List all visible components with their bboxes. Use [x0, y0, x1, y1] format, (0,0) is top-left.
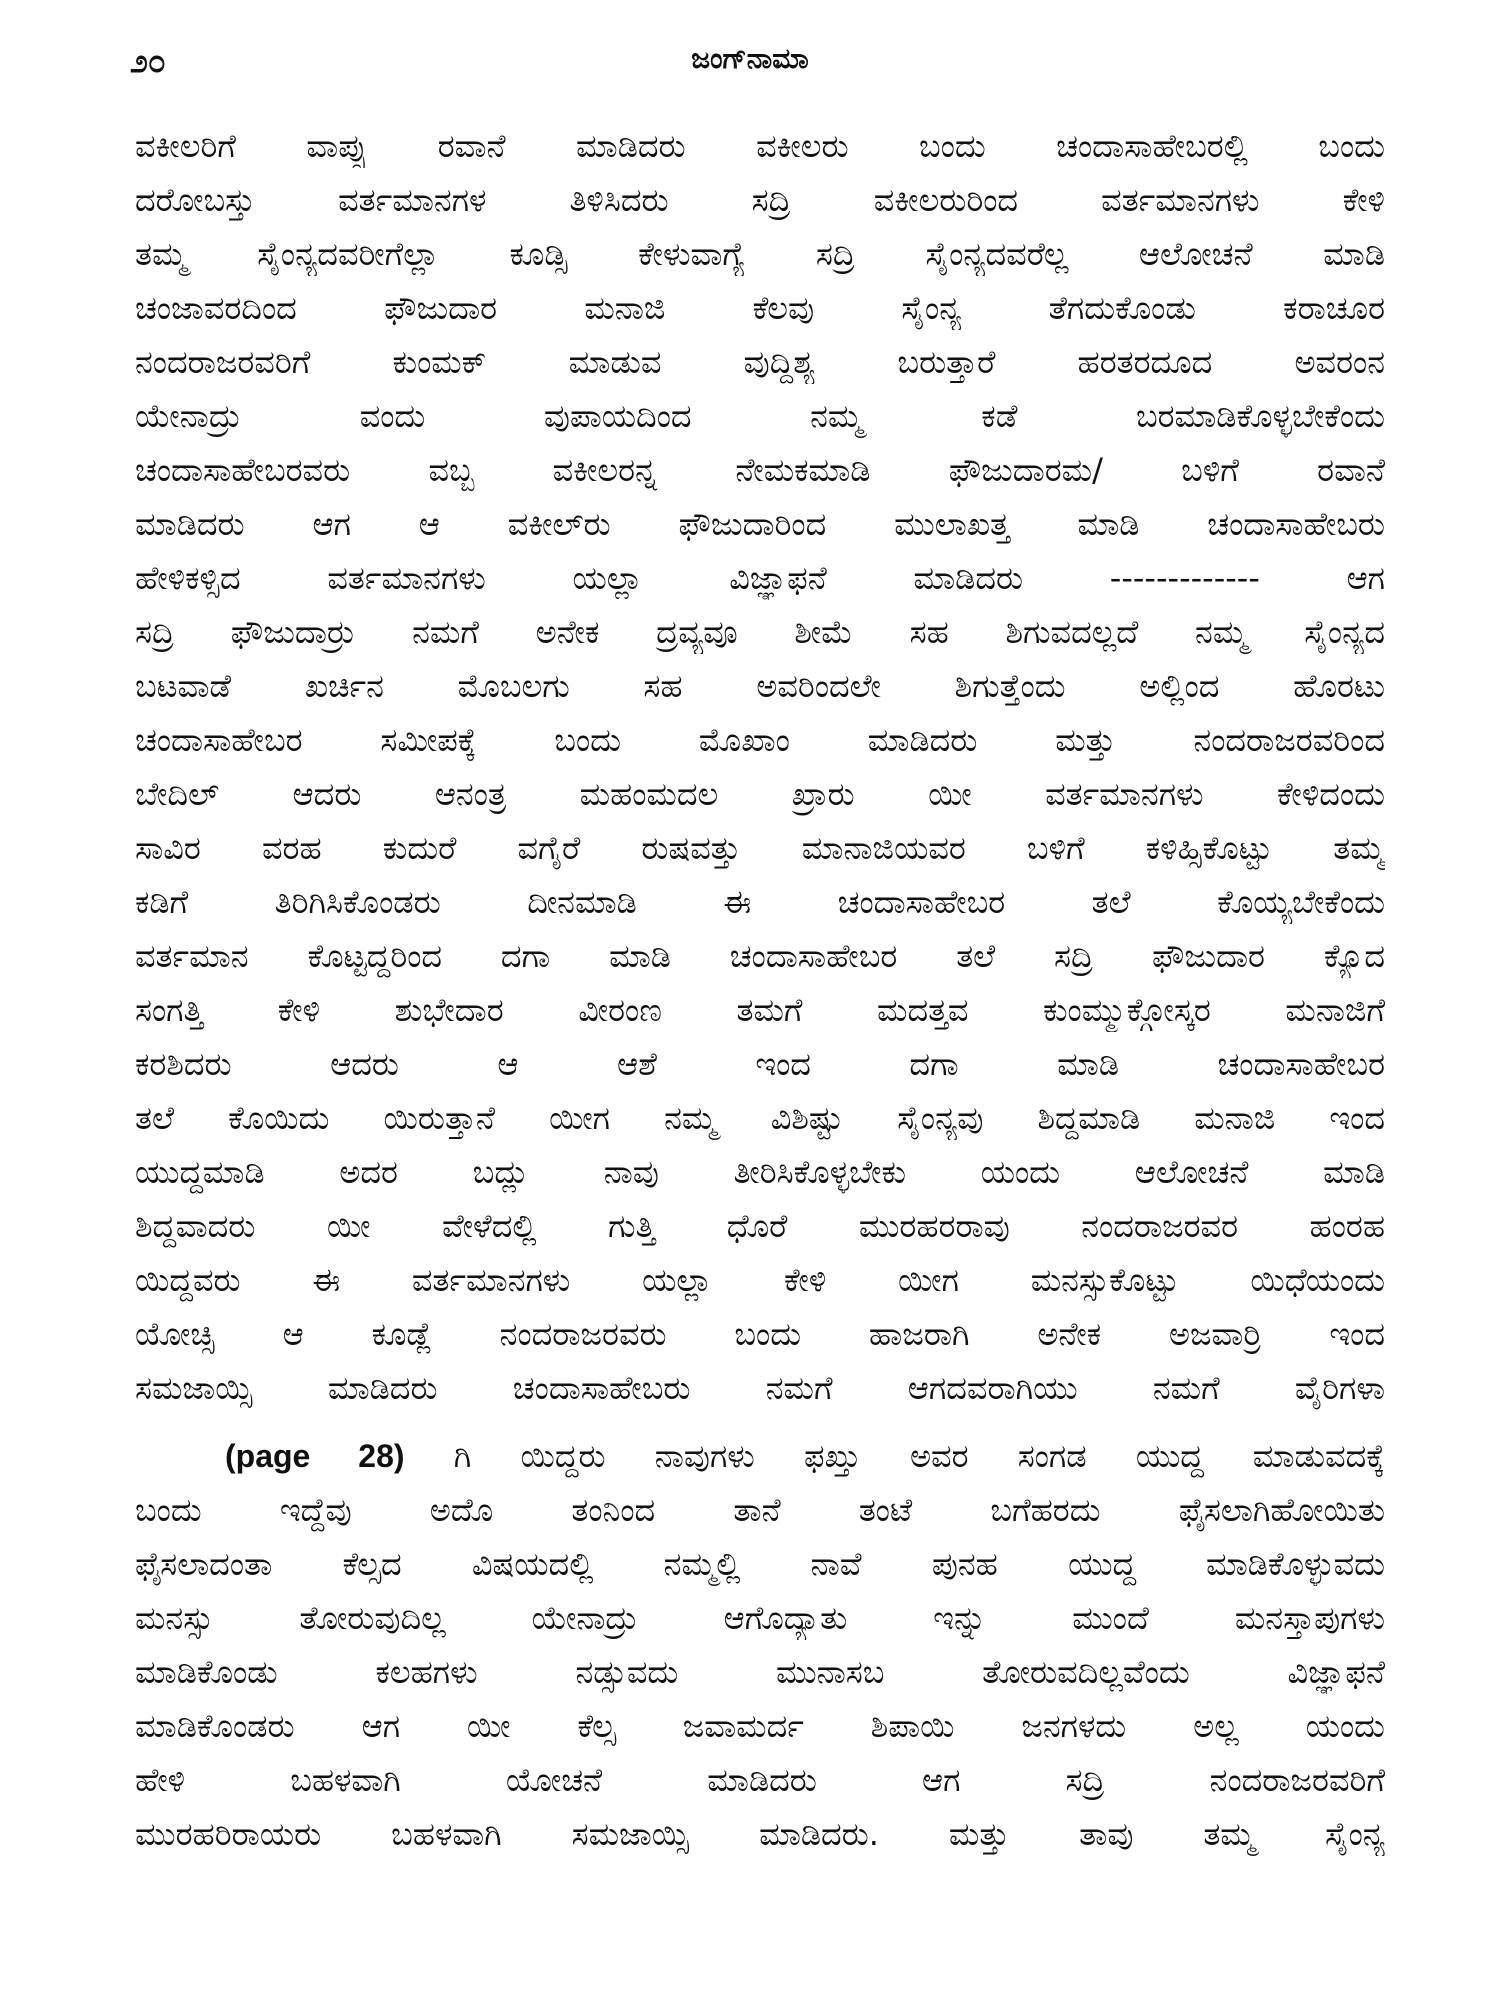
text-line: ಕರಶಿದರು ಆದರು ಆ ಆಶೆ ಇಂದ ದಗಾ ಮಾಡಿ ಚಂದಾಸಾಹೇಬರ: [135, 1045, 1385, 1083]
text-line: ತಮ್ಮ ಸೈಂನ್ಯದವರೀಗೆಲ್ಲಾ ಕೂಡ್ಸಿ ಕೇಳುವಾಗ್ಯೆ ಸದ್ರಿ ಸೈಂನ್ಯದವರೆಲ್ಲ ಆಲೋಚನೆ ಮಾಡಿ: [135, 235, 1385, 273]
text-line: ಮಾಡಿಕೊಂಡು ಕಲಹಗಳು ನಡ್ಸುವದು ಮುನಾಸಬ ತೋರುವದಿಲ್ಲವೆಂದು ವಿಜ್ಞಾಫನೆ: [135, 1653, 1385, 1691]
text-line: ಕಡಿಗೆ ತಿರಿಗಿಸಿಕೊಂಡರು ದೀನಮಾಡಿ ಈ ಚಂದಾಸಾಹೇಬರ ತಲೆ ಕೊಯ್ಯಬೇಕೆಂದು: [135, 883, 1385, 921]
text-line-continuation: ಗಿ ಯಿದ್ದರು ನಾವುಗಳು ಫಖ್ತು ಅವರ ಸಂಗಡ ಯುದ್ಧ ಮಾಡುವದಕ್ಕೆ: [453, 1437, 1385, 1475]
text-line: ಯೇನಾದ್ರು ವಂದು ವುಪಾಯದಿಂದ ನಮ್ಮ ಕಡೆ ಬರಮಾಡಿಕೊಳ್ಳಬೇಕೆಂದು: [135, 397, 1385, 435]
text-line: ಫೈಸಲಾದಂತಾ ಕೆಲ್ಸದ ವಿಷಯದಲ್ಲಿ ನಮ್ಮಲ್ಲಿ ನಾವೆ ಪುನಹ ಯುದ್ಧ ಮಾಡಿಕೊಳ್ಳುವದು: [135, 1545, 1385, 1583]
text-line: ಬಂದು ಇದ್ದೆವು ಅದೊ ತಂನಿಂದ ತಾನೆ ತಂಟೆ ಬಗೆಹರದು ಫೈಸಲಾಗಿಹೋಯಿತು: [135, 1491, 1385, 1529]
text-line: ದರೋಬಸ್ತು ವರ್ತಮಾನಗಳ ತಿಳಿಸಿದರು ಸದ್ರಿ ವಕೀಲರುರಿಂದ ವರ್ತಮಾನಗಳು ಕೇಳಿ: [135, 181, 1385, 219]
text-line: ಚಂದಾಸಾಹೇಬರ ಸಮೀಪಕ್ಕೆ ಬಂದು ಮೊಖಾಂ ಮಾಡಿದರು ಮತ್ತು ನಂದರಾಜರವರಿಂದ: [135, 721, 1385, 759]
text-line: ವಕೀಲರಿಗೆ ವಾಪ್ಸು ರವಾನೆ ಮಾಡಿದರು ವಕೀಲರು ಬಂದು ಚಂದಾಸಾಹೇಬರಲ್ಲಿ ಬಂದು: [135, 127, 1385, 165]
text-line: ಮನಸ್ಸು ತೋರುವುದಿಲ್ಲ ಯೇನಾದ್ರು ಆಗೊದ್ಯಾತು ಇನ್ನು ಮುಂದೆ ಮನಸ್ತಾಪುಗಳು: [135, 1599, 1385, 1637]
text-line-with-page-marker: [135, 1434, 1385, 1478]
text-line: ಶಿದ್ಧವಾದರು ಯೀ ವೇಳೆದಲ್ಲಿ ಗುತ್ತಿ ಧೊರೆ ಮುರಹರರಾವು ನಂದರಾಜರವರ ಹಂರಹ: [135, 1207, 1385, 1245]
text-line: ಚಂಜಾವರದಿಂದ ಫೌಜುದಾರ ಮನಾಜಿ ಕೆಲವು ಸೈಂನ್ಯ ತೆಗದುಕೊಂಡು ಕರಾಚೂರ: [135, 289, 1385, 327]
running-head-title: ಜಂಗ್‌ನಾಮಾ: [691, 42, 809, 75]
text-line: ನಂದರಾಜರವರಿಗೆ ಕುಂಮಕ್ ಮಾಡುವ ವುದ್ದಿಶ್ಯ ಬರುತ್ತಾರೆ ಹರತರದೂದ ಅವರಂನ: [135, 343, 1385, 381]
text-line: ವರ್ತಮಾನ ಕೊಟ್ಟದ್ದರಿಂದ ದಗಾ ಮಾಡಿ ಚಂದಾಸಾಹೇಬರ ತಲೆ ಸದ್ರಿ ಫೌಜುದಾರ ಕ್ಯೊದ: [135, 937, 1385, 975]
text-line: ಚಂದಾಸಾಹೇಬರವರು ವಬ್ಬ ವಕೀಲರನ್ನ ನೇಮಕಮಾಡಿ ಫೌಜುದಾರಮ/ ಬಳಿಗೆ ರವಾನೆ: [135, 451, 1385, 489]
paragraph-2: [135, 1434, 1385, 1856]
text-line: ಸದ್ರಿ ಫೌಜುದಾರ್‍ರು ನಮಗೆ ಅನೇಕ ದ್ರವ್ಯವೂ ಶೀಮೆ ಸಹ ಶಿಗುವದಲ್ಲದೆ ನಮ್ಮ ಸೈಂನ್ಯದ: [135, 613, 1385, 651]
text-line: ಮಾಡಿಕೊಂಡರು ಆಗ ಯೀ ಕೆಲ್ಸ ಜವಾಮರ್ದ ಶಿಪಾಯಿ ಜನಗಳದು ಅಲ್ಲ ಯಂದು: [135, 1707, 1385, 1745]
text-line: ಮಾಡಿದರು ಆಗ ಆ ವಕೀಲ್‌ರು ಫೌಜುದಾರಿಂದ ಮುಲಾಖತ್ತ ಮಾಡಿ ಚಂದಾಸಾಹೇಬರು: [135, 505, 1385, 543]
text-line: ತಲೆ ಕೊಯಿದು ಯಿರುತ್ತಾನೆ ಯೀಗ ನಮ್ಮ ವಿಶಿಷ್ಟು ಸೈಂನ್ಯವು ಶಿದ್ಧಮಾಡಿ ಮನಾಜಿ ಇಂದ: [135, 1099, 1385, 1137]
text-line: ಹೇಳಿಕಳ್ಸಿದ ವರ್ತಮಾನಗಳು ಯಲ್ಲಾ ವಿಜ್ಞಾಫನೆ ಮಾಡಿದರು ------------- ಆಗ: [135, 559, 1385, 597]
text-line: ಬೇದಿಲ್ ಆದರು ಆನಂತ್ರ ಮಹಂಮದಲ ಖ್ರಾರು ಯೀ ವರ್ತಮಾನಗಳು ಕೇಳಿದಂದು: [135, 775, 1385, 813]
text-line: ಸಾವಿರ ವರಹ ಕುದುರೆ ವಗೈರೆ ರುಷವತ್ತು ಮಾನಾಜಿಯವರ ಬಳಿಗೆ ಕಳಿಹ್ಸಿಕೊಟ್ಟು ತಮ್ಮ: [135, 829, 1385, 867]
page-number: ೨೦: [130, 42, 166, 80]
text-line: ಯುದ್ಧಮಾಡಿ ಅದರ ಬದ್ಲು ನಾವು ತೀರಿಸಿಕೊಳ್ಳಬೇಕು ಯಂದು ಆಲೋಚನೆ ಮಾಡಿ: [135, 1153, 1385, 1191]
text-line: ಹೇಳಿ ಬಹಳವಾಗಿ ಯೋಚನೆ ಮಾಡಿದರು ಆಗ ಸದ್ರಿ ನಂದರಾಜರವರಿಗೆ: [135, 1761, 1385, 1799]
paragraph-1: [135, 124, 1385, 1410]
text-line: ಯಿದ್ದವರು ಈ ವರ್ತಮಾನಗಳು ಯಲ್ಲಾ ಕೇಳಿ ಯೀಗ ಮನಸ್ಸುಕೊಟ್ಟು ಯಿಧೆಯಂದು: [135, 1261, 1385, 1299]
text-line: ಮುರಹರಿರಾಯರು ಬಹಳವಾಗಿ ಸಮಜಾಯ್ಸಿ ಮಾಡಿದರು. ಮತ್ತು ತಾವು ತಮ್ಮ ಸೈಂನ್ಯ: [135, 1815, 1385, 1853]
text-line: ಸಂಗತ್ತಿ ಕೇಳಿ ಶುಭೇದಾರ ವೀರಂಣ ತಮಗೆ ಮದತ್ತವ ಕುಂಮ್ಮುಕ್ಗೋಸ್ಕರ ಮನಾಜಿಗೆ: [135, 991, 1385, 1029]
text-line: ಸಮಜಾಯ್ಸಿ ಮಾಡಿದರು ಚಂದಾಸಾಹೇಬರು ನಮಗೆ ಆಗದವರಾಗಿಯು ನಮಗೆ ವೈರಿಗಳಾ: [135, 1369, 1385, 1407]
body-text: [135, 124, 1385, 1856]
text-line: ಬಟವಾಡೆ ಖರ್ಚಿನ ಮೊಬಲಗು ಸಹ ಅವರಿಂದಲೇ ಶಿಗುತ್ತೆಂದು ಅಲ್ಲಿಂದ ಹೊರಟು: [135, 667, 1385, 705]
text-line: ಯೋಚ್ಸಿ ಆ ಕೂಡ್ಲೆ ನಂದರಾಜರವರು ಬಂದು ಹಾಜರಾಗಿ ಅನೇಕ ಅಜವಾರ್‍ರಿ ಇಂದ: [135, 1315, 1385, 1353]
page-marker: (page 28): [225, 1438, 405, 1474]
